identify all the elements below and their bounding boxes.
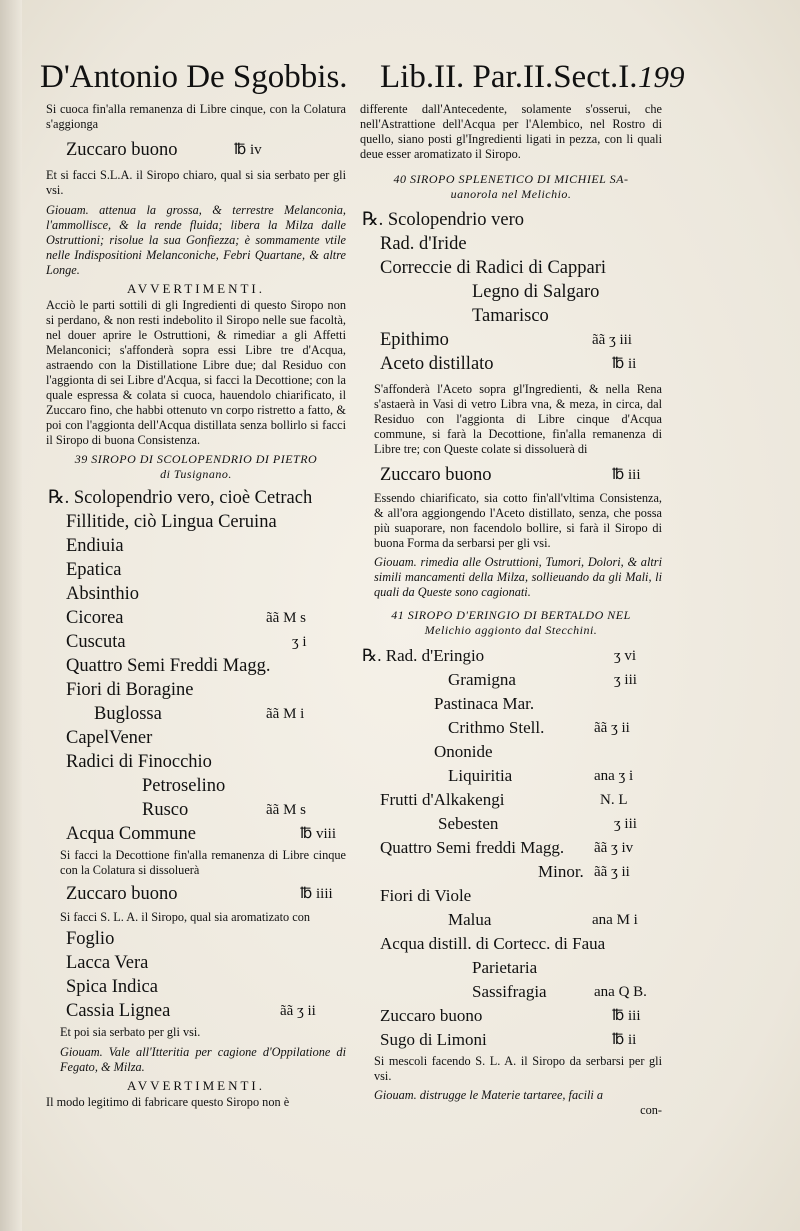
ingredient-line bbox=[46, 534, 346, 558]
ingredient-line bbox=[46, 774, 346, 798]
ingredient-name: Acqua distill. di Cortecc. di Faua bbox=[380, 934, 606, 953]
ingredient-line bbox=[360, 1028, 662, 1052]
paragraph: Et poi sia serbato per gli vsi. bbox=[60, 1025, 201, 1039]
ingredient-name: Epatica bbox=[66, 560, 122, 580]
ingredient-line bbox=[46, 822, 346, 846]
ingredient-name: Pastinaca Mar. bbox=[434, 694, 535, 713]
ingredient-line bbox=[360, 1004, 662, 1028]
ingredient-line bbox=[46, 630, 346, 654]
ingredient-line bbox=[46, 702, 346, 726]
ingredient-line bbox=[360, 232, 662, 256]
ingredient-qty: ãã M s bbox=[266, 802, 306, 818]
ingredient-line bbox=[46, 678, 346, 702]
recipe-title: 40 SIROPO SPLENETICO DI MICHIEL SA- bbox=[393, 172, 629, 186]
ingredient-qty: ana Q B. bbox=[594, 984, 647, 1000]
ingredient-line bbox=[360, 644, 662, 668]
ingredient-name: Cuscuta bbox=[66, 632, 126, 652]
ingredient-line bbox=[46, 750, 346, 774]
ingredient-line bbox=[46, 654, 346, 678]
ingredient-qty: ʒ iii bbox=[614, 816, 637, 832]
ingredient-line bbox=[360, 352, 662, 376]
paragraph: Il modo legitimo di fabricare questo Siropo non è bbox=[46, 1095, 290, 1109]
ingredient-qty: ãã M s bbox=[266, 610, 306, 626]
ingredient-name: Rad. d'Iride bbox=[380, 234, 467, 254]
paragraph: Si cuoca fin'alla remanenza di Libre cinque, con la Colatura s'aggionga bbox=[46, 102, 346, 131]
ingredient-line bbox=[46, 486, 346, 510]
ingredient-name: Quattro Semi freddi Magg. bbox=[380, 838, 565, 857]
ingredient-line bbox=[360, 788, 662, 812]
ingredient-qty: ãã ʒ iv bbox=[594, 840, 634, 856]
paragraph: Essendo chiarificato, sia cotto fin'all'vltima Consistenza, & all'ora aggiongendo l'Aceto distillato, senza, che possa più suaporare, non facendolo bollire, si farà il Siropo di buona Forma da serbarsi per gli vsi. bbox=[374, 491, 662, 550]
ingredient-name: Fillitide, ciò Lingua Ceruina bbox=[66, 512, 277, 532]
header-author: D'Antonio De Sgobbis. bbox=[40, 59, 348, 95]
ingredient-name: Liquiritia bbox=[448, 766, 513, 785]
ingredient-qty: ana ʒ i bbox=[594, 768, 634, 784]
ingredient-name: Buglossa bbox=[94, 704, 162, 724]
ingredient-name: Legno di Salgaro bbox=[472, 282, 600, 302]
ingredient-qty: ana M i bbox=[592, 912, 638, 928]
paragraph: Acciò le parti sottili di gli Ingredienti di questo Siropo non si perdano, & non resti indebolito il Siropo nelle sue facoltà, nel douer aprire le Ostruttioni, & rimediar a gli Affetti Melanconici; s'affonderà sopra essi Libre tre d'Acqua, astraendo con la Distillatione Libre due; dal Residuo con l'aggionta di sei Libre d'Acqua, si facci la Decottione; con la quale espressa & colata si cuoca, hauendolo chiarificato, il Zuccaro fino, che habbi ottenuto vn corpo ristretto a fatto, & poi con l'aggionta dell'Acqua distillata senza bollirlo si facci il Siropo di buona Consistenza. bbox=[46, 298, 346, 447]
virtue-paragraph: Giouam. rimedia alle Ostruttioni, Tumori, Dolori, & altri simili mancamenti della Milza, sollieuando da gli Mali, li quali da Queste sono cagionati. bbox=[374, 555, 662, 599]
ingredient-name: Sassifragia bbox=[472, 982, 547, 1001]
ingredient-line bbox=[360, 764, 662, 788]
virtue-paragraph: Giouam. attenua la grossa, & terrestre Melanconia, l'ammollisce, & la rende fluida; libera la Milza dalle Ostruttioni; risolue la sua Gonfiezza; è sommamente vtile nelle Indispositioni Melanconiche, Febri Quartane, & altre Longe. bbox=[46, 203, 346, 277]
ingredient-line bbox=[46, 951, 346, 975]
ingredient-qty: ãã ʒ ii bbox=[594, 864, 630, 880]
ingredient-name: Zuccaro buono bbox=[66, 140, 178, 160]
ingredient-name: Gramigna bbox=[448, 670, 516, 689]
ingredient-line bbox=[360, 740, 662, 764]
ingredient-name: CapelVener bbox=[66, 728, 153, 748]
ingredient-line bbox=[46, 975, 346, 999]
ingredient-line bbox=[360, 668, 662, 692]
ingredient-name: ℞. Scolopendrio vero bbox=[362, 210, 524, 230]
header-section: Lib.II. Par.II.Sect.I. bbox=[380, 59, 638, 95]
ingredient-qty: ℔ viii bbox=[300, 826, 337, 842]
ingredient-line bbox=[46, 138, 346, 162]
ingredient-name: Tamarisco bbox=[472, 306, 549, 326]
ingredient-name: Absinthio bbox=[66, 584, 139, 604]
ingredient-name: ℞. Rad. d'Eringio bbox=[362, 646, 485, 665]
section-heading: AVVERTIMENTI. bbox=[127, 281, 265, 296]
ingredient-list bbox=[360, 208, 662, 376]
ingredient-name: Crithmo Stell. bbox=[448, 718, 545, 737]
ingredient-line bbox=[360, 716, 662, 740]
ingredient-name: Zuccaro buono bbox=[380, 1006, 483, 1025]
ingredient-name: Aceto distillato bbox=[380, 354, 494, 374]
binding-edge bbox=[0, 0, 22, 1231]
catchword: con- bbox=[640, 1103, 662, 1117]
ingredient-name: Foglio bbox=[66, 929, 115, 949]
paragraph: S'affonderà l'Aceto sopra gl'Ingredienti, & nella Rena s'astaerà in Vasi di vetro Libra vna, & meza, in circa, dal Residuo con l'aggionta di Libre cinque d'Acqua commune, si farà la Decottione, fin'alla remanenza di Libre tre; con Queste colate si dissoluerà di bbox=[374, 382, 662, 456]
ingredient-name: Petroselino bbox=[142, 776, 226, 796]
ingredient-name: Fiori di Viole bbox=[380, 886, 472, 905]
running-header bbox=[40, 52, 770, 102]
ingredient-name: Cassia Lignea bbox=[66, 1001, 171, 1021]
paragraph: differente dall'Antecedente, solamente s'osserui, che nell'Astrattione dell'Acqua per l'Alembico, nel Rostro di quello, siano posti gl'Ingredienti ligati in pezza, con li quali deue esser aromatizato il Siropo. bbox=[360, 102, 662, 161]
recipe-title-sub: uanorola nel Melichio. bbox=[450, 187, 572, 201]
ingredient-name: Zuccaro buono bbox=[66, 884, 178, 904]
ingredient-line bbox=[46, 882, 346, 906]
ingredient-list bbox=[360, 644, 662, 1052]
ingredient-name: Frutti d'Alkakengi bbox=[380, 790, 505, 809]
ingredient-line bbox=[360, 860, 662, 884]
ingredient-line bbox=[360, 812, 662, 836]
ingredient-name: Quattro Semi Freddi Magg. bbox=[66, 656, 271, 676]
ingredient-name: Sebesten bbox=[438, 814, 499, 833]
right-column bbox=[360, 102, 662, 1118]
recipe-title: 41 SIROPO D'ERINGIO DI BERTALDO NEL bbox=[391, 608, 631, 622]
virtue-paragraph: Giouam. distrugge le Materie tartaree, facili a bbox=[374, 1088, 604, 1102]
ingredient-name: Fiori di Boragine bbox=[66, 680, 194, 700]
ingredient-name: Lacca Vera bbox=[66, 953, 149, 973]
ingredient-name: Rusco bbox=[142, 800, 189, 820]
recipe-title: 39 SIROPO DI SCOLOPENDRIO DI PIETRO bbox=[74, 452, 318, 466]
ingredient-line bbox=[360, 304, 662, 328]
ingredient-qty: ãã ʒ ii bbox=[594, 720, 630, 736]
recipe-title-sub: Melichio aggionto dal Stecchini. bbox=[424, 623, 598, 637]
ingredient-name: Cicorea bbox=[66, 608, 124, 628]
ingredient-line bbox=[360, 884, 662, 908]
ingredient-qty: ʒ i bbox=[292, 634, 307, 650]
page-number: 199 bbox=[638, 59, 685, 94]
ingredient-line bbox=[46, 558, 346, 582]
section-heading: AVVERTIMENTI. bbox=[127, 1078, 265, 1093]
ingredient-line bbox=[46, 582, 346, 606]
ingredient-qty: ãã M i bbox=[266, 706, 305, 722]
ingredient-line bbox=[46, 798, 346, 822]
ingredient-line bbox=[46, 726, 346, 750]
paragraph: Et si facci S.L.A. il Siropo chiaro, qual si sia serbato per gli vsi. bbox=[46, 168, 346, 197]
ingredient-line bbox=[46, 606, 346, 630]
ingredient-list bbox=[46, 927, 346, 1023]
ingredient-name: Minor. bbox=[538, 862, 584, 881]
ingredient-line bbox=[360, 256, 662, 280]
ingredient-name: Endiuia bbox=[66, 536, 124, 556]
ingredient-name: Parietaria bbox=[472, 958, 538, 977]
ingredient-line bbox=[46, 927, 346, 951]
ingredient-line bbox=[360, 980, 662, 1004]
recipe-title-sub: di Tusignano. bbox=[160, 467, 232, 481]
ingredient-line bbox=[360, 908, 662, 932]
ingredient-line bbox=[360, 280, 662, 304]
paragraph: Si facci la Decottione fin'alla remanenza di Libre cinque con la Colatura si dissoluerà bbox=[60, 848, 346, 877]
ingredient-line bbox=[360, 208, 662, 232]
ingredient-qty: ℔ ii bbox=[612, 1032, 637, 1048]
ingredient-qty: ℔ iiii bbox=[300, 886, 333, 902]
ingredient-line bbox=[360, 463, 662, 487]
virtue-paragraph: Giouam. Vale all'Itteritia per cagione d'Oppilatione di Fegato, & Milza. bbox=[60, 1045, 346, 1074]
ingredient-name: Ononide bbox=[434, 742, 493, 761]
ingredient-qty: ʒ vi bbox=[614, 648, 637, 664]
ingredient-name: Radici di Finocchio bbox=[66, 752, 212, 772]
ingredient-qty: ʒ iii bbox=[614, 672, 637, 688]
ingredient-qty: N. L bbox=[600, 792, 628, 808]
ingredient-qty: ℔ iii bbox=[612, 467, 641, 483]
ingredient-qty: ãã ʒ ii bbox=[280, 1003, 316, 1019]
ingredient-name: Spica Indica bbox=[66, 977, 158, 997]
ingredient-qty: ℔ iv bbox=[234, 142, 262, 158]
ingredient-line bbox=[360, 836, 662, 860]
ingredient-qty: ãã ʒ iii bbox=[592, 332, 632, 348]
ingredient-name: Correccie di Radici di Cappari bbox=[380, 258, 607, 278]
ingredient-qty: ℔ iii bbox=[612, 1008, 641, 1024]
ingredient-name: ℞. Scolopendrio vero, cioè Cetrach bbox=[48, 488, 313, 508]
ingredient-name: Acqua Commune bbox=[66, 824, 196, 844]
ingredient-line bbox=[360, 692, 662, 716]
paragraph: Si mescoli facendo S. L. A. il Siropo da serbarsi per gli vsi. bbox=[374, 1054, 662, 1083]
left-column bbox=[46, 102, 346, 1110]
ingredient-list bbox=[46, 486, 346, 846]
ingredient-qty: ℔ ii bbox=[612, 356, 637, 372]
ingredient-name: Malua bbox=[448, 910, 492, 929]
ingredient-line bbox=[360, 956, 662, 980]
ingredient-line bbox=[46, 510, 346, 534]
ingredient-line bbox=[46, 999, 346, 1023]
ingredient-name: Epithimo bbox=[380, 330, 449, 350]
ingredient-name: Zuccaro buono bbox=[380, 465, 492, 485]
ingredient-line bbox=[360, 932, 662, 956]
paragraph: Si facci S. L. A. il Siropo, qual sia aromatizato con bbox=[60, 910, 310, 924]
ingredient-line bbox=[360, 328, 662, 352]
ingredient-name: Sugo di Limoni bbox=[380, 1030, 487, 1049]
